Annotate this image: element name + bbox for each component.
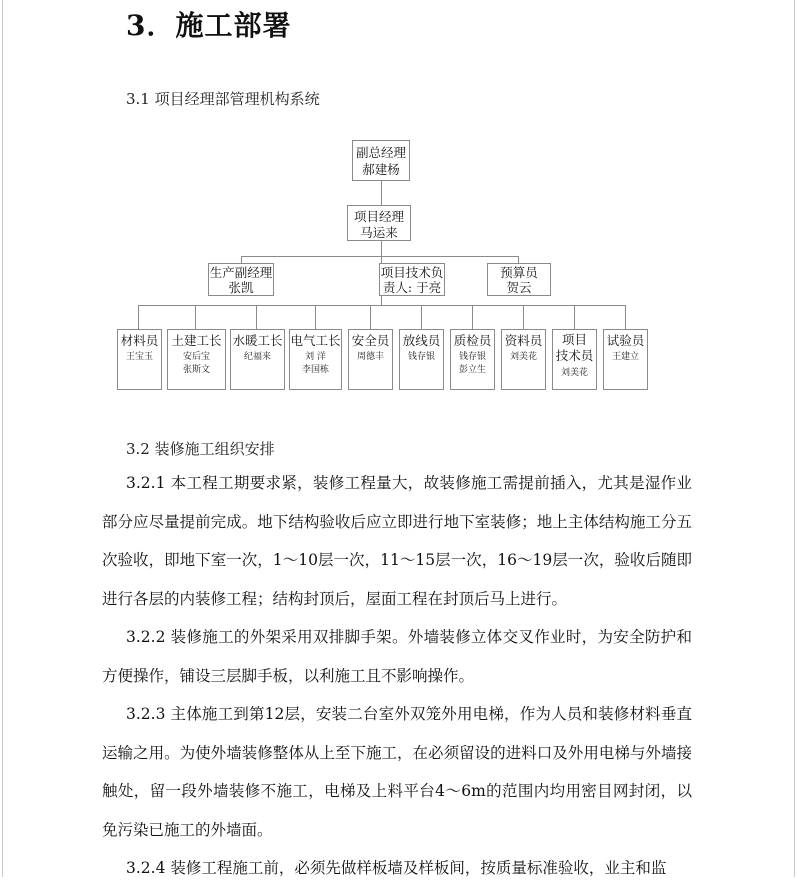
node-name: 彭立生 (458, 365, 486, 375)
body-paragraphs (102, 464, 692, 888)
org-node-safety-officer (348, 329, 393, 390)
node-name: 刘美花 (560, 368, 588, 378)
org-node-technical-lead (379, 263, 445, 296)
connector-line (472, 305, 473, 329)
org-node-civil-foreman (167, 329, 226, 390)
node-title: 放线员 (402, 333, 441, 348)
node-title: 项目经理 (353, 209, 404, 224)
connector-line (421, 305, 422, 329)
page-title: 3．施工部署 (126, 9, 292, 42)
org-node-electrical-foreman (289, 329, 342, 390)
paragraph-3-2-3: 3.2.3 主体施工到第12层，安装二台室外双笼外用电梯，作为人员和装修材料垂直运输之用。为使外墙装修整体从上至下施工，在必须留设的进料口及外用电梯与外墙接触处，留一段外墙装修不施工，电梯及上料平台4～6m的范围内均用密目网封闭，以免污染已施工的外墙面。 (102, 705, 692, 839)
node-title: 安全员 (351, 333, 390, 348)
connector-line (138, 305, 626, 306)
node-name: 钱存银 (458, 352, 486, 362)
org-node-project-manager (347, 205, 411, 241)
org-node-quality-inspector (450, 329, 495, 390)
connector-line (241, 256, 242, 263)
node-title: 试验员 (606, 333, 645, 348)
node-title: 资料员 (504, 333, 543, 348)
connector-line (625, 305, 626, 329)
org-chart (0, 0, 797, 420)
connector-line (195, 305, 196, 329)
connector-line (138, 305, 139, 329)
node-name: 王建立 (611, 352, 639, 362)
node-name: 刘 洋 (305, 352, 326, 362)
section-heading-3-1: 3.1 项目经理部管理机构系统 (126, 90, 320, 108)
node-title: 项目 (561, 332, 587, 347)
paragraph-3-2-2: 3.2.2 装修施工的外架采用双排脚手架。外墙装修立体交叉作业时，为安全防护和方便操作，铺设三层脚手板，以利施工且不影响操作。 (102, 628, 692, 685)
node-title: 副总经理 (355, 145, 406, 160)
node-title: 材料员 (120, 333, 159, 348)
connector-line (370, 305, 371, 329)
connector-line (241, 256, 519, 257)
org-node-test-officer (603, 329, 648, 390)
node-name: 郝建杨 (362, 162, 400, 177)
paragraph-3-2-4: 3.2.4 装修工程施工前，必须先做样板墙及样板间，按质量标准验收，业主和监 (126, 859, 667, 877)
org-node-budget-officer (487, 263, 551, 296)
node-name: 安后宝 (182, 352, 210, 362)
node-title: 水暖工长 (232, 333, 283, 348)
org-node-production-deputy (208, 263, 274, 296)
node-name: 张凯 (228, 280, 254, 295)
node-title-line2: 技术员 (555, 348, 594, 363)
node-title: 质检员 (453, 333, 492, 348)
node-name: 刘美花 (509, 352, 537, 362)
org-node-document-clerk (501, 329, 546, 390)
node-name: 纪福来 (243, 352, 271, 362)
connector-line (381, 240, 382, 257)
node-title: 生产副经理 (209, 265, 273, 280)
node-title: 土建工长 (171, 333, 222, 348)
node-title: 电气工长 (290, 333, 341, 348)
node-name: 马运来 (360, 225, 398, 240)
node-title: 项目技术负 (380, 265, 444, 280)
connector-line (256, 305, 257, 329)
org-node-surveyor (399, 329, 444, 390)
node-name: 周德丰 (356, 352, 384, 362)
connector-line (381, 180, 382, 205)
node-name: 钱存银 (407, 352, 435, 362)
connector-line (523, 305, 524, 329)
org-node-deputy-gm (352, 140, 410, 181)
node-title: 预算员 (500, 265, 538, 280)
node-name: 王宝玉 (125, 352, 153, 362)
org-node-project-technician (552, 329, 597, 390)
node-name: 张斯文 (182, 365, 210, 375)
org-node-materials-clerk (117, 329, 162, 390)
paragraph-3-2-1: 3.2.1 本工程工期要求紧，装修工程量大，故装修施工需提前插入，尤其是湿作业部分应尽量提前完成。地下结构验收后应立即进行地下室装修；地上主体结构施工分五次验收，即地下室一次，1～10层一次，11～15层一次，16～19层一次，验收后随即进行各层的内装修工程；结构封顶后，屋面工程在封顶后马上进行。 (102, 474, 692, 608)
node-name: 贺云 (506, 280, 532, 295)
connector-line (574, 305, 575, 329)
section-heading-3-2: 3.2 装修施工组织安排 (126, 440, 275, 458)
org-node-hvac-foreman (230, 329, 285, 390)
node-name: 责人: 于亮 (382, 280, 442, 295)
connector-line (518, 256, 519, 263)
connector-line (315, 305, 316, 329)
node-name: 李国栋 (301, 365, 329, 375)
